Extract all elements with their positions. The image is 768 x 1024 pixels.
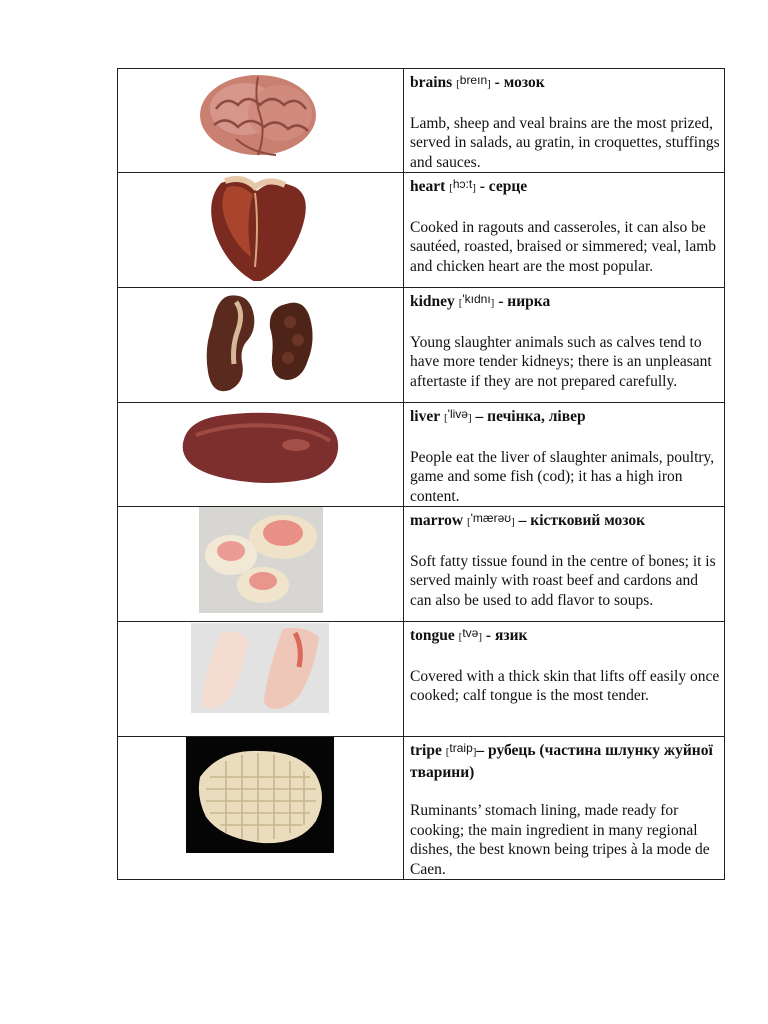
- image-cell: [118, 288, 404, 403]
- definition: Young slaughter animals such as calves tend to have more tender kidneys; there is an unpleasant aftertaste if they are not prepared carefully.: [410, 333, 712, 390]
- image-cell: [118, 507, 404, 622]
- transcription: hɔ:t: [452, 177, 473, 191]
- transcription: tvə: [462, 626, 479, 640]
- term: tripe: [410, 742, 442, 759]
- entry-kidney: kidney ['kıdnı] - нирка Young slaughter animals such as calves tend to have more tender kidneys; there is an unpleasant aftertaste if they are not prepared carefully.: [404, 288, 725, 403]
- table-row: [118, 403, 725, 507]
- table-row: [118, 288, 725, 403]
- table-row: [118, 622, 725, 737]
- entry-tongue: tongue [tvə] - язик Covered with a thick skin that lifts off easily once cooked; calf tongue is the most tender.: [404, 622, 725, 737]
- translation: серце: [488, 178, 528, 195]
- brain-photo-icon: [196, 69, 326, 165]
- heart-photo-icon: [181, 173, 336, 281]
- translation: рубець (частина шлунку жуйної тварини): [410, 742, 713, 781]
- image-cell: [118, 622, 404, 737]
- term: marrow: [410, 512, 464, 529]
- entry-marrow: marrow ['mærəʊ] – кістковий мозок Soft fatty tissue found in the centre of bones; it is served mainly with roast beef and cardons and can also be used to add flavor to soups.: [404, 507, 725, 622]
- entry-heart: heart [hɔ:t] - серце Cooked in ragouts and casseroles, it can also be sautéed, roasted, braised or simmered; veal, lamb and chicken heart are the most popular.: [404, 173, 725, 288]
- term: tongue: [410, 627, 455, 644]
- transcription: 'mærəʊ: [470, 511, 512, 525]
- definition: People eat the liver of slaughter animals, poultry, game and some fish (cod); it has a high iron content.: [410, 448, 715, 505]
- transcription: 'livə: [447, 407, 468, 421]
- entry-tripe: tripe [traip]– рубець (частина шлунку жуйної тварини) Ruminants’ stomach lining, made ready for cooking; the main ingredient in many regional dishes, the best known being tripes à la mode de Caen.: [404, 737, 725, 880]
- table-row: [118, 737, 725, 880]
- table-row: [118, 69, 725, 173]
- kidney-photo-icon: [188, 288, 336, 400]
- definition: Cooked in ragouts and casseroles, it can also be sautéed, roasted, braised or simmered; veal, lamb and chicken heart are the most popular.: [410, 218, 717, 275]
- term: kidney: [410, 293, 455, 310]
- image-cell: [118, 69, 404, 173]
- translation: кістковий мозок: [530, 512, 646, 529]
- image-cell: [118, 403, 404, 507]
- term: brains: [410, 74, 453, 91]
- image-cell: [118, 737, 404, 880]
- transcription: breın: [459, 73, 488, 87]
- image-cell: [118, 173, 404, 288]
- definition: Covered with a thick skin that lifts off easily once cooked; calf tongue is the most tender.: [410, 667, 720, 704]
- transcription: 'kıdnı: [462, 292, 491, 306]
- offal-vocabulary-table: [117, 68, 725, 880]
- tongue-photo-icon: [191, 623, 329, 713]
- definition: Soft fatty tissue found in the centre of bones; it is served mainly with roast beef and cardons and can also be used to add flavor to soups.: [410, 552, 716, 609]
- translation: печінка, лівер: [487, 408, 586, 425]
- marrow-bone-photo-icon: [199, 507, 323, 613]
- term: heart: [410, 178, 446, 195]
- translation: нирка: [507, 293, 551, 310]
- entry-brains: brains [breın] - мозок Lamb, sheep and veal brains are the most prized, served in salads, au gratin, in croquettes, stuffings and sauces.: [404, 69, 725, 173]
- table-row: [118, 173, 725, 288]
- translation: язик: [494, 627, 528, 644]
- definition: Ruminants’ stomach lining, made ready for cooking; the main ingredient in many regional dishes, the best known being tripes à la mode de Caen.: [410, 802, 710, 878]
- definition: Lamb, sheep and veal brains are the most prized, served in salads, au gratin, in croquettes, stuffings and sauces.: [410, 114, 720, 171]
- translation: мозок: [503, 74, 545, 91]
- entry-liver: liver ['livə] – печінка, лівер People eat the liver of slaughter animals, poultry, game and some fish (cod); it has a high iron content.: [404, 403, 725, 507]
- tripe-photo-icon: [186, 737, 334, 853]
- table-row: [118, 507, 725, 622]
- transcription: traip: [449, 741, 473, 755]
- liver-photo-icon: [176, 405, 344, 489]
- term: liver: [410, 408, 441, 425]
